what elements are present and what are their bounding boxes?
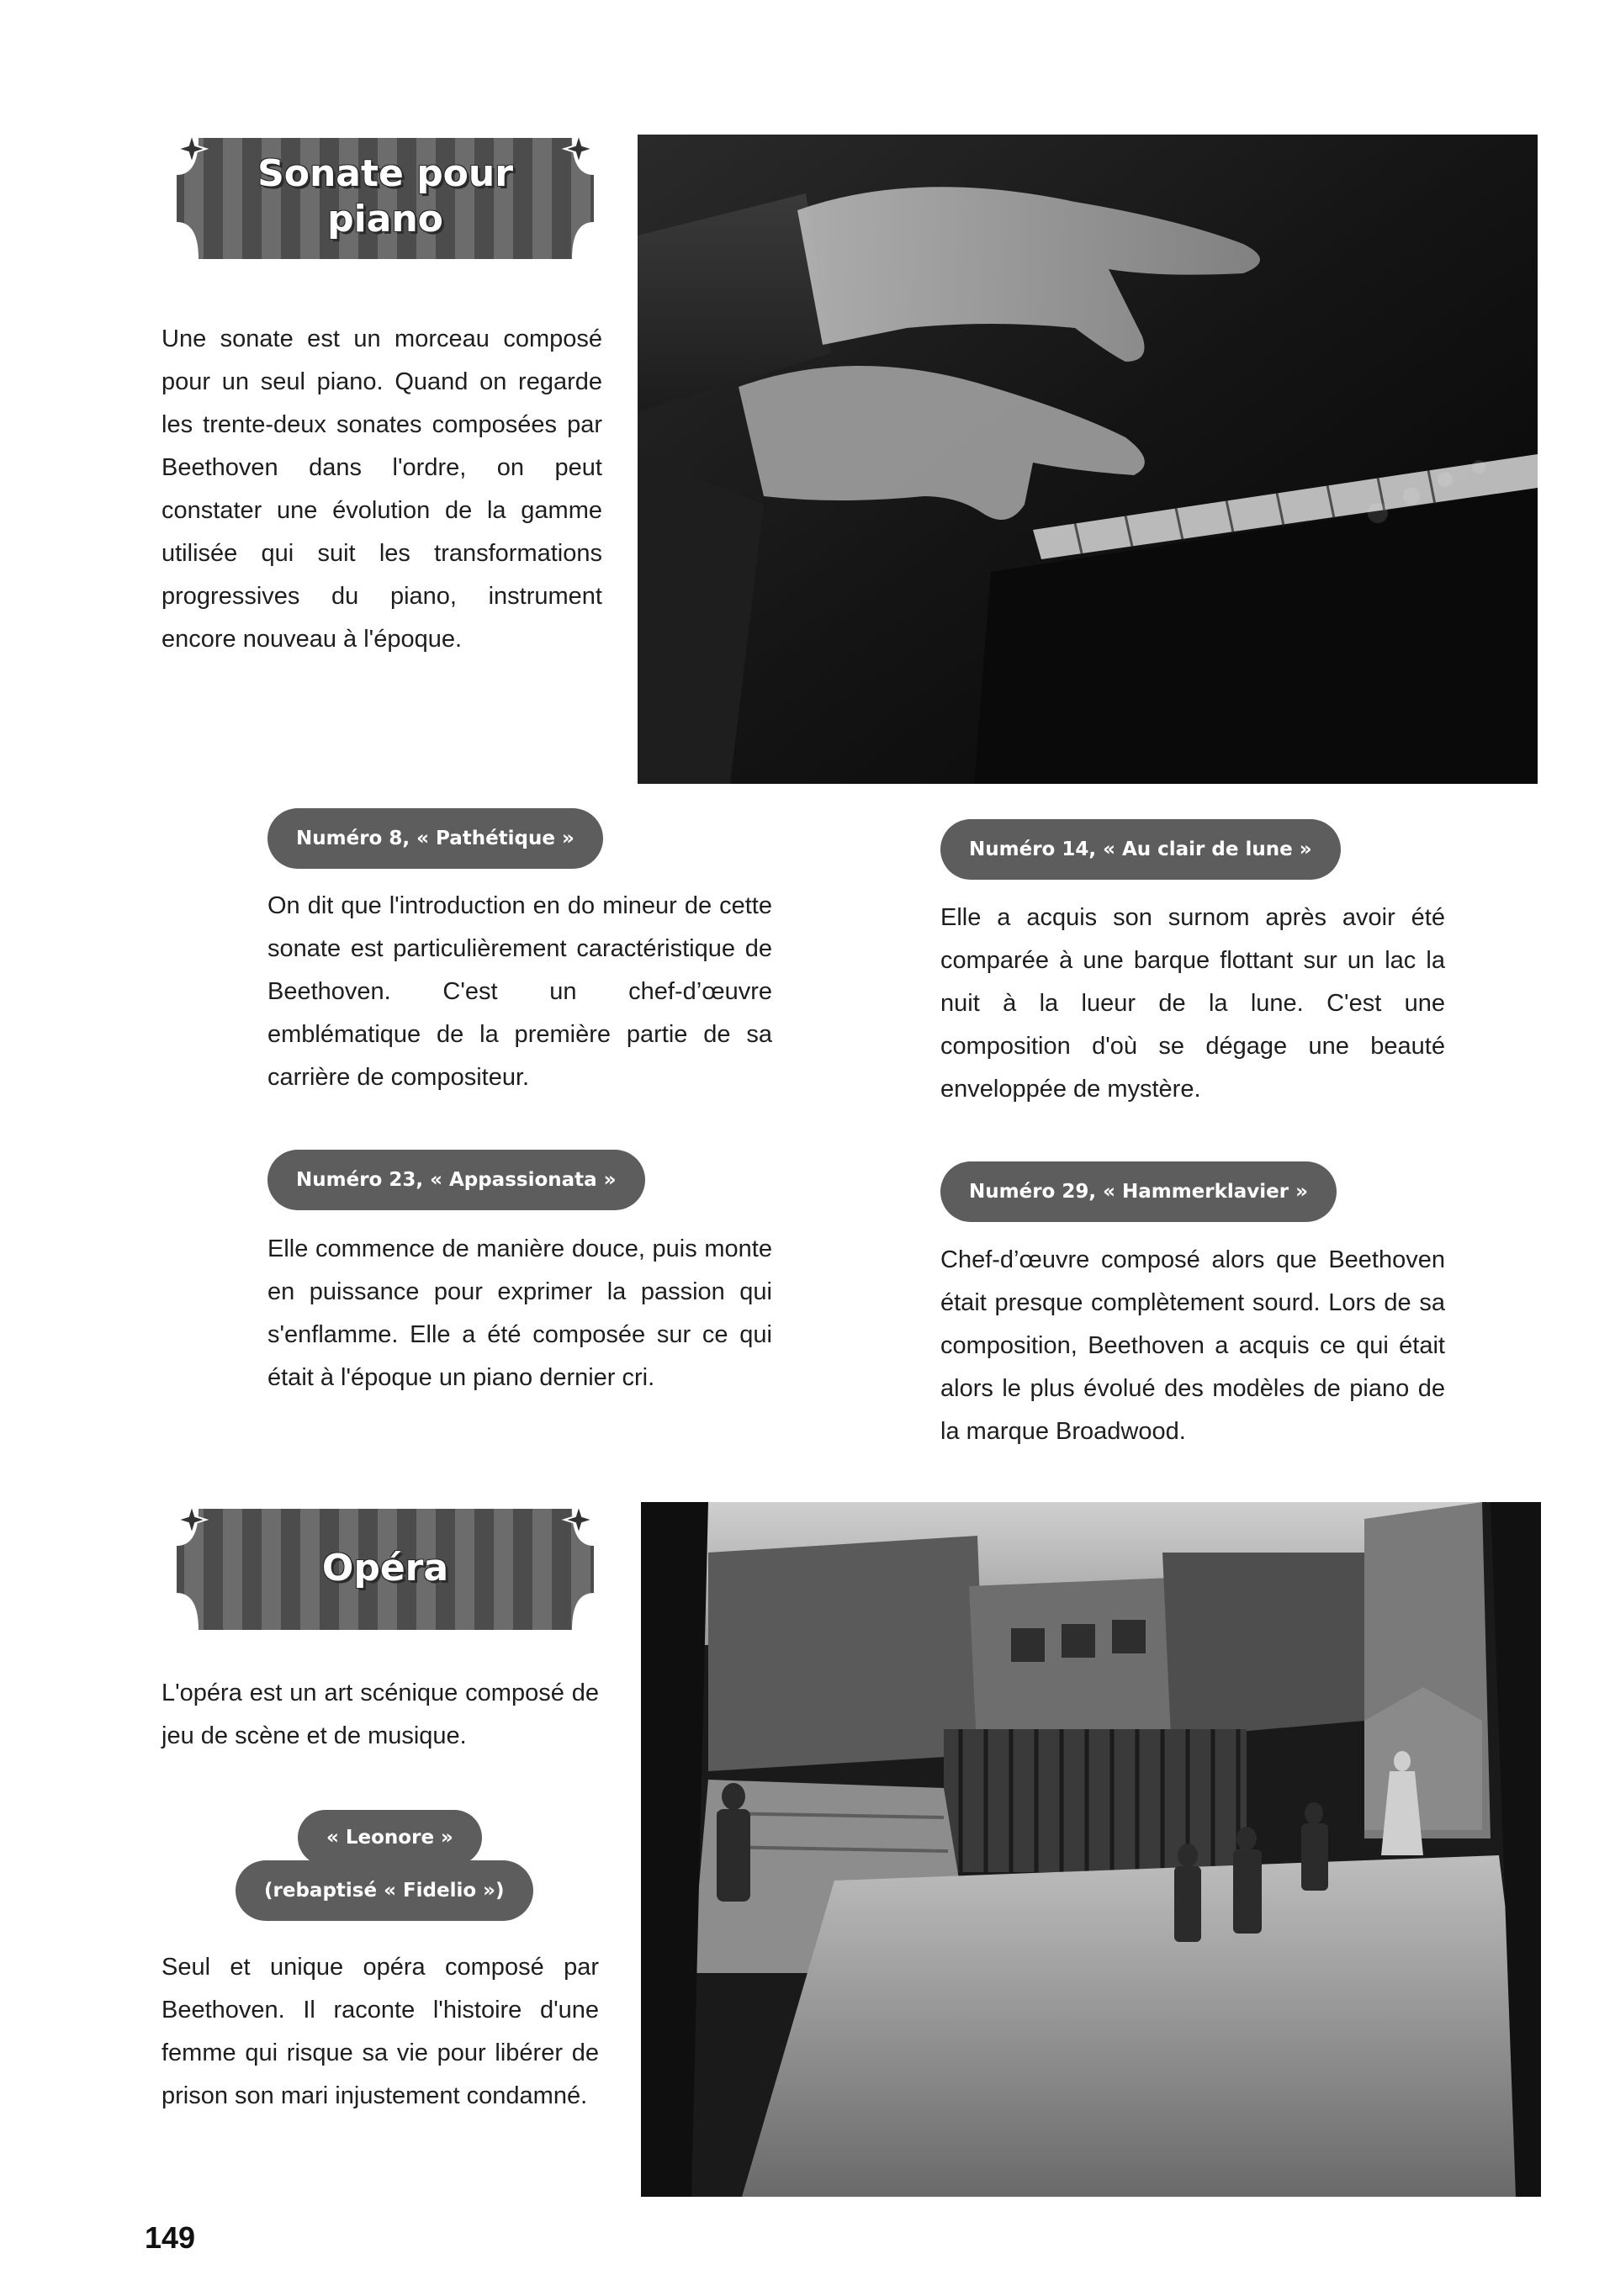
- sonate-intro-text: Une sonate est un morceau composé pour un seul piano. Quand on regarde les trente-deux sonates composées par Beethoven dans l'ordre, on peut constater une évolution de la gamme utilisée qui suit les transformations progressives du piano, instrument encore nouveau à l'époque.: [162, 325, 602, 653]
- text-pathetique: On dit que l'introduction en do mineur de cette sonate est particulièrement caractéristique de Beethoven. C'est un chef-d’œuvre emblématique de la première partie de sa carrière de compositeur.: [267, 892, 772, 1091]
- text-clair-de-lune: Elle a acquis son surnom après avoir été comparée à une barque flottant sur un lac la nuit à la lueur de la lune. C'est une composition d'où se dégage une beauté enveloppée de mystère.: [940, 904, 1445, 1103]
- text-leonore: Seul et unique opéra composé par Beethoven. Il raconte l'histoire d'une femme qui risque sa vie pour libérer de prison son mari injustement condamné.: [162, 1954, 599, 2109]
- label-leonore-line1: « Leonore »: [298, 1810, 482, 1865]
- piano-hands-photo: [638, 135, 1538, 784]
- text-appassionata: Elle commence de manière douce, puis monte en puissance pour exprimer la passion qui s'enflamme. Elle a été composée sur ce qui était à l'époque un piano dernier cri.: [267, 1235, 772, 1391]
- label-appassionata: Numéro 23, « Appassionata »: [267, 1150, 645, 1210]
- text-hammerklavier: Chef-d’œuvre composé alors que Beethoven était presque complètement sourd. Lors de sa composition, Beethoven a acquis ce qui était alors le plus évolué des modèles de piano de la marque Broadwood.: [940, 1246, 1445, 1445]
- section-title-line1: Sonate pour: [257, 152, 513, 195]
- label-leonore-line2: (rebaptisé « Fidelio »): [236, 1860, 533, 1921]
- opera-intro-text: L'opéra est un art scénique composé de jeu de scène et de musique.: [162, 1680, 599, 1749]
- section-banner-sonate: [165, 126, 606, 271]
- section-title-line2: piano: [327, 198, 443, 241]
- label-hammerklavier: Numéro 29, « Hammerklavier »: [940, 1161, 1337, 1222]
- section-banner-opera: [165, 1497, 606, 1642]
- label-clair-de-lune: Numéro 14, « Au clair de lune »: [940, 819, 1341, 880]
- page-number: 149: [145, 2220, 196, 2255]
- opera-stage-photo: [641, 1502, 1541, 2197]
- section-title-opera: Opéra: [321, 1547, 449, 1590]
- label-pathetique: Numéro 8, « Pathétique »: [267, 808, 603, 869]
